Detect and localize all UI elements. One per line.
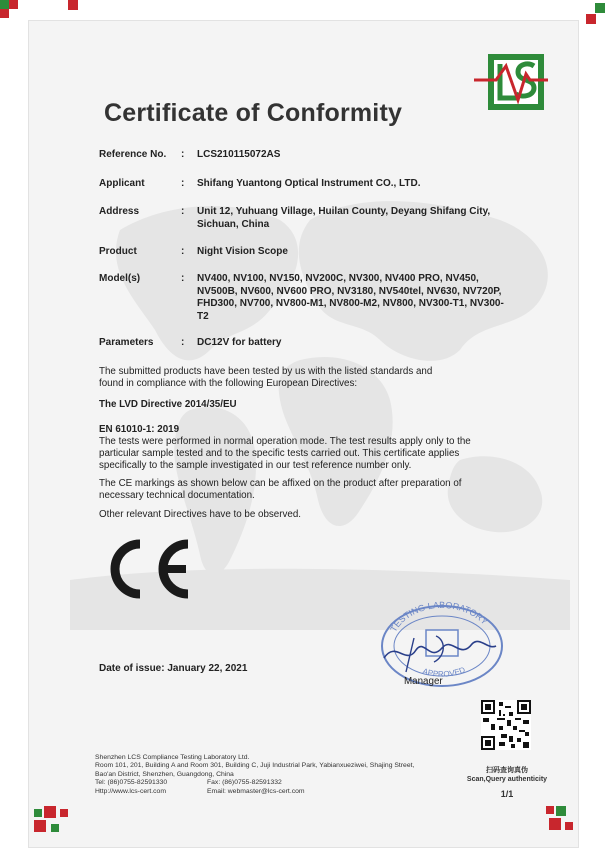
address-value: Unit 12, Yuhuang Village, Huilan County, Deyang Shifang City, Sichuan, China (197, 206, 491, 230)
colon: : (181, 246, 185, 257)
directive-heading: The LVD Directive 2014/35/EU (99, 399, 237, 410)
footer-fax: Fax: (86)0755-82591332 (207, 779, 282, 787)
applicant-label: Applicant (99, 178, 145, 189)
colon: : (181, 178, 185, 189)
lcs-logo (472, 52, 550, 112)
qr-code[interactable] (481, 700, 531, 750)
colon: : (181, 337, 185, 348)
other-directives-paragraph: Other relevant Directives have to be observed. (99, 509, 302, 520)
ce-mark-icon (98, 538, 194, 600)
page-title: Certificate of Conformity (104, 99, 403, 127)
qr-caption-en: Scan,Query authenticity (466, 776, 548, 783)
product-value: Night Vision Scope (197, 246, 288, 257)
footer-tel: Tel: (86)0755-82591330 (95, 779, 168, 787)
footer-email-link[interactable]: Email: webmaster@lcs-cert.com (207, 787, 305, 795)
qr-caption (466, 766, 548, 784)
tests-paragraph: The tests were performed in normal operation mode. The test results apply only to the particular sample tested and to the specific tests carried out. This certificate applies specifically to the sample investigated in our test reference number only. (99, 436, 471, 471)
submitted-paragraph: The submitted products have been tested by us with the listed standards and found in compliance with the following European Directives: (99, 366, 433, 389)
models-label: Model(s) (99, 273, 141, 284)
reference-no-label: Reference No. (99, 149, 167, 160)
footer-address-1: Room 101, 201, Building A and Room 301, Building C, Juji Industrial Park, Yabianxueziwei, Shajing Street, (95, 762, 415, 770)
standard-heading: EN 61010-1: 2019 (99, 424, 180, 435)
models-value: NV400, NV100, NV150, NV200C, NV300, NV400 PRO, NV450, NV500B, NV600, NV600 PRO, NV3180, NV540tel, NV630, NV720P, FHD300, NV700, NV800-M1, NV800-M2, NV800, NV300-T1, NV300-T2 (197, 273, 504, 322)
ce-paragraph: The CE markings as shown below can be affixed on the product after preparation of necessary technical documentation. (99, 478, 462, 501)
svg-text:TESTING LABORATORY: TESTING LABORATORY (388, 600, 490, 634)
qr-caption-cn: 扫码查询真伪 (486, 767, 528, 774)
footer-address-2: Bao'an District, Shenzhen, Guangdong, China (95, 770, 234, 778)
reference-no-value: LCS210115072AS (197, 149, 281, 160)
signer-title: Manager (404, 676, 443, 687)
footer-web-link[interactable]: Http://www.lcs-cert.com (95, 787, 166, 795)
colon: : (181, 149, 185, 160)
footer-contact (95, 754, 414, 796)
applicant-value: Shifang Yuantong Optical Instrument CO., LTD. (197, 178, 421, 189)
address-label: Address (99, 206, 140, 217)
footer-company: Shenzhen LCS Compliance Testing Laboratory Ltd. (95, 754, 250, 761)
date-of-issue: Date of issue: January 22, 2021 (99, 663, 248, 674)
parameters-value: DC12V for battery (197, 337, 282, 348)
colon: : (181, 273, 185, 284)
product-label: Product (99, 246, 137, 257)
svg-text:APPROVED: APPROVED (421, 665, 467, 679)
parameters-label: Parameters (99, 337, 154, 348)
colon: : (181, 206, 185, 217)
page-number: 1/1 (500, 789, 514, 799)
approval-stamp (376, 600, 508, 688)
